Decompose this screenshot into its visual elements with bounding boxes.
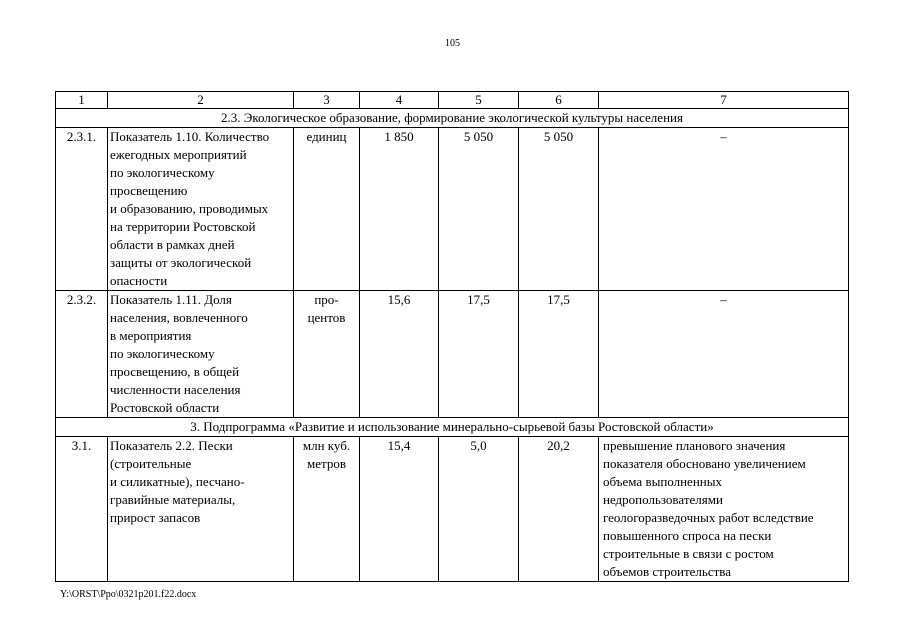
column-number-cell: 5 (439, 92, 519, 109)
table-row (56, 128, 849, 291)
indicator-line: и силикатные), песчано- (110, 474, 245, 489)
indicator-line: защиты от экологической (110, 255, 252, 270)
indicator-line: прирост запасов (110, 510, 201, 525)
column-number-cell: 1 (56, 92, 108, 109)
note-line: превышение планового значения (603, 438, 786, 453)
note-line: строительные в связи с ростом (603, 546, 774, 561)
note-cell (599, 291, 849, 418)
indicator-line: Ростовской области (110, 400, 220, 415)
indicator-line: ежегодных мероприятий (110, 147, 247, 162)
indicator-line: по экологическому (110, 346, 215, 361)
file-path-footer: Y:\ORST\Ppo\0321p201.f22.docx (60, 589, 197, 600)
indicator-line: опасности (110, 273, 168, 288)
indicator-line: Показатель 2.2. Пески (110, 438, 233, 453)
section-row (56, 109, 849, 128)
indicator-line: просвещению (110, 183, 188, 198)
unit-line: метров (307, 456, 346, 471)
indicator-line: области в рамках дней (110, 237, 235, 252)
indicator-line: просвещению, в общей (110, 364, 240, 379)
column-number-cell: 2 (108, 92, 294, 109)
value-cell: 5 050 (519, 128, 599, 291)
indicator-cell (108, 291, 294, 418)
note-cell (599, 128, 849, 291)
indicator-line: населения, вовлеченного (110, 310, 248, 325)
section-row (56, 418, 849, 437)
table-row (56, 437, 849, 582)
column-number-cell: 6 (519, 92, 599, 109)
column-number-cell: 3 (294, 92, 360, 109)
row-number: 3.1. (56, 437, 108, 582)
column-number-cell: 7 (599, 92, 849, 109)
value-cell: 5 050 (439, 128, 519, 291)
unit-line: центов (307, 310, 346, 325)
indicator-line: и образованию, проводимых (110, 201, 269, 216)
unit-line: единиц (306, 129, 347, 144)
indicators-table (55, 91, 849, 582)
row-number: 2.3.1. (56, 128, 108, 291)
table-row (56, 291, 849, 418)
value-cell: 17,5 (439, 291, 519, 418)
indicator-cell (108, 128, 294, 291)
section-title: 3. Подпрограмма «Развитие и использование минерально-сырьевой базы Ростовской области» (56, 418, 849, 437)
note-line: показателя обосновано увеличением (603, 456, 806, 471)
note-line: недропользователями (603, 492, 723, 507)
note-line: геологоразведочных работ вследствие (603, 510, 814, 525)
column-number-cell: 4 (360, 92, 439, 109)
note-line: – (720, 129, 727, 144)
unit-line: млн куб. (302, 438, 351, 453)
value-cell: 5,0 (439, 437, 519, 582)
value-cell: 1 850 (360, 128, 439, 291)
indicator-line: (строительные (110, 456, 192, 471)
unit-cell (294, 128, 360, 291)
note-line: объемов строительства (603, 564, 732, 579)
page-number: 105 (445, 38, 460, 49)
note-line: повышенного спроса на пески (603, 528, 772, 543)
unit-cell (294, 291, 360, 418)
indicator-line: Показатель 1.11. Доля (110, 292, 232, 307)
indicator-line: гравийные материалы, (110, 492, 236, 507)
value-cell: 15,4 (360, 437, 439, 582)
section-title: 2.3. Экологическое образование, формирование экологической культуры населения (56, 109, 849, 128)
note-cell (599, 437, 849, 582)
indicator-line: Показатель 1.10. Количество (110, 129, 270, 144)
note-line: – (720, 292, 727, 307)
indicator-cell (108, 437, 294, 582)
indicator-line: по экологическому (110, 165, 215, 180)
value-cell: 20,2 (519, 437, 599, 582)
note-line: объема выполненных (603, 474, 722, 489)
column-number-row (56, 92, 849, 109)
unit-line: про- (314, 292, 339, 307)
indicator-line: численности населения (110, 382, 241, 397)
row-number: 2.3.2. (56, 291, 108, 418)
value-cell: 17,5 (519, 291, 599, 418)
indicator-line: в мероприятия (110, 328, 192, 343)
value-cell: 15,6 (360, 291, 439, 418)
unit-cell (294, 437, 360, 582)
indicator-line: на территории Ростовской (110, 219, 256, 234)
table-body (56, 92, 849, 582)
